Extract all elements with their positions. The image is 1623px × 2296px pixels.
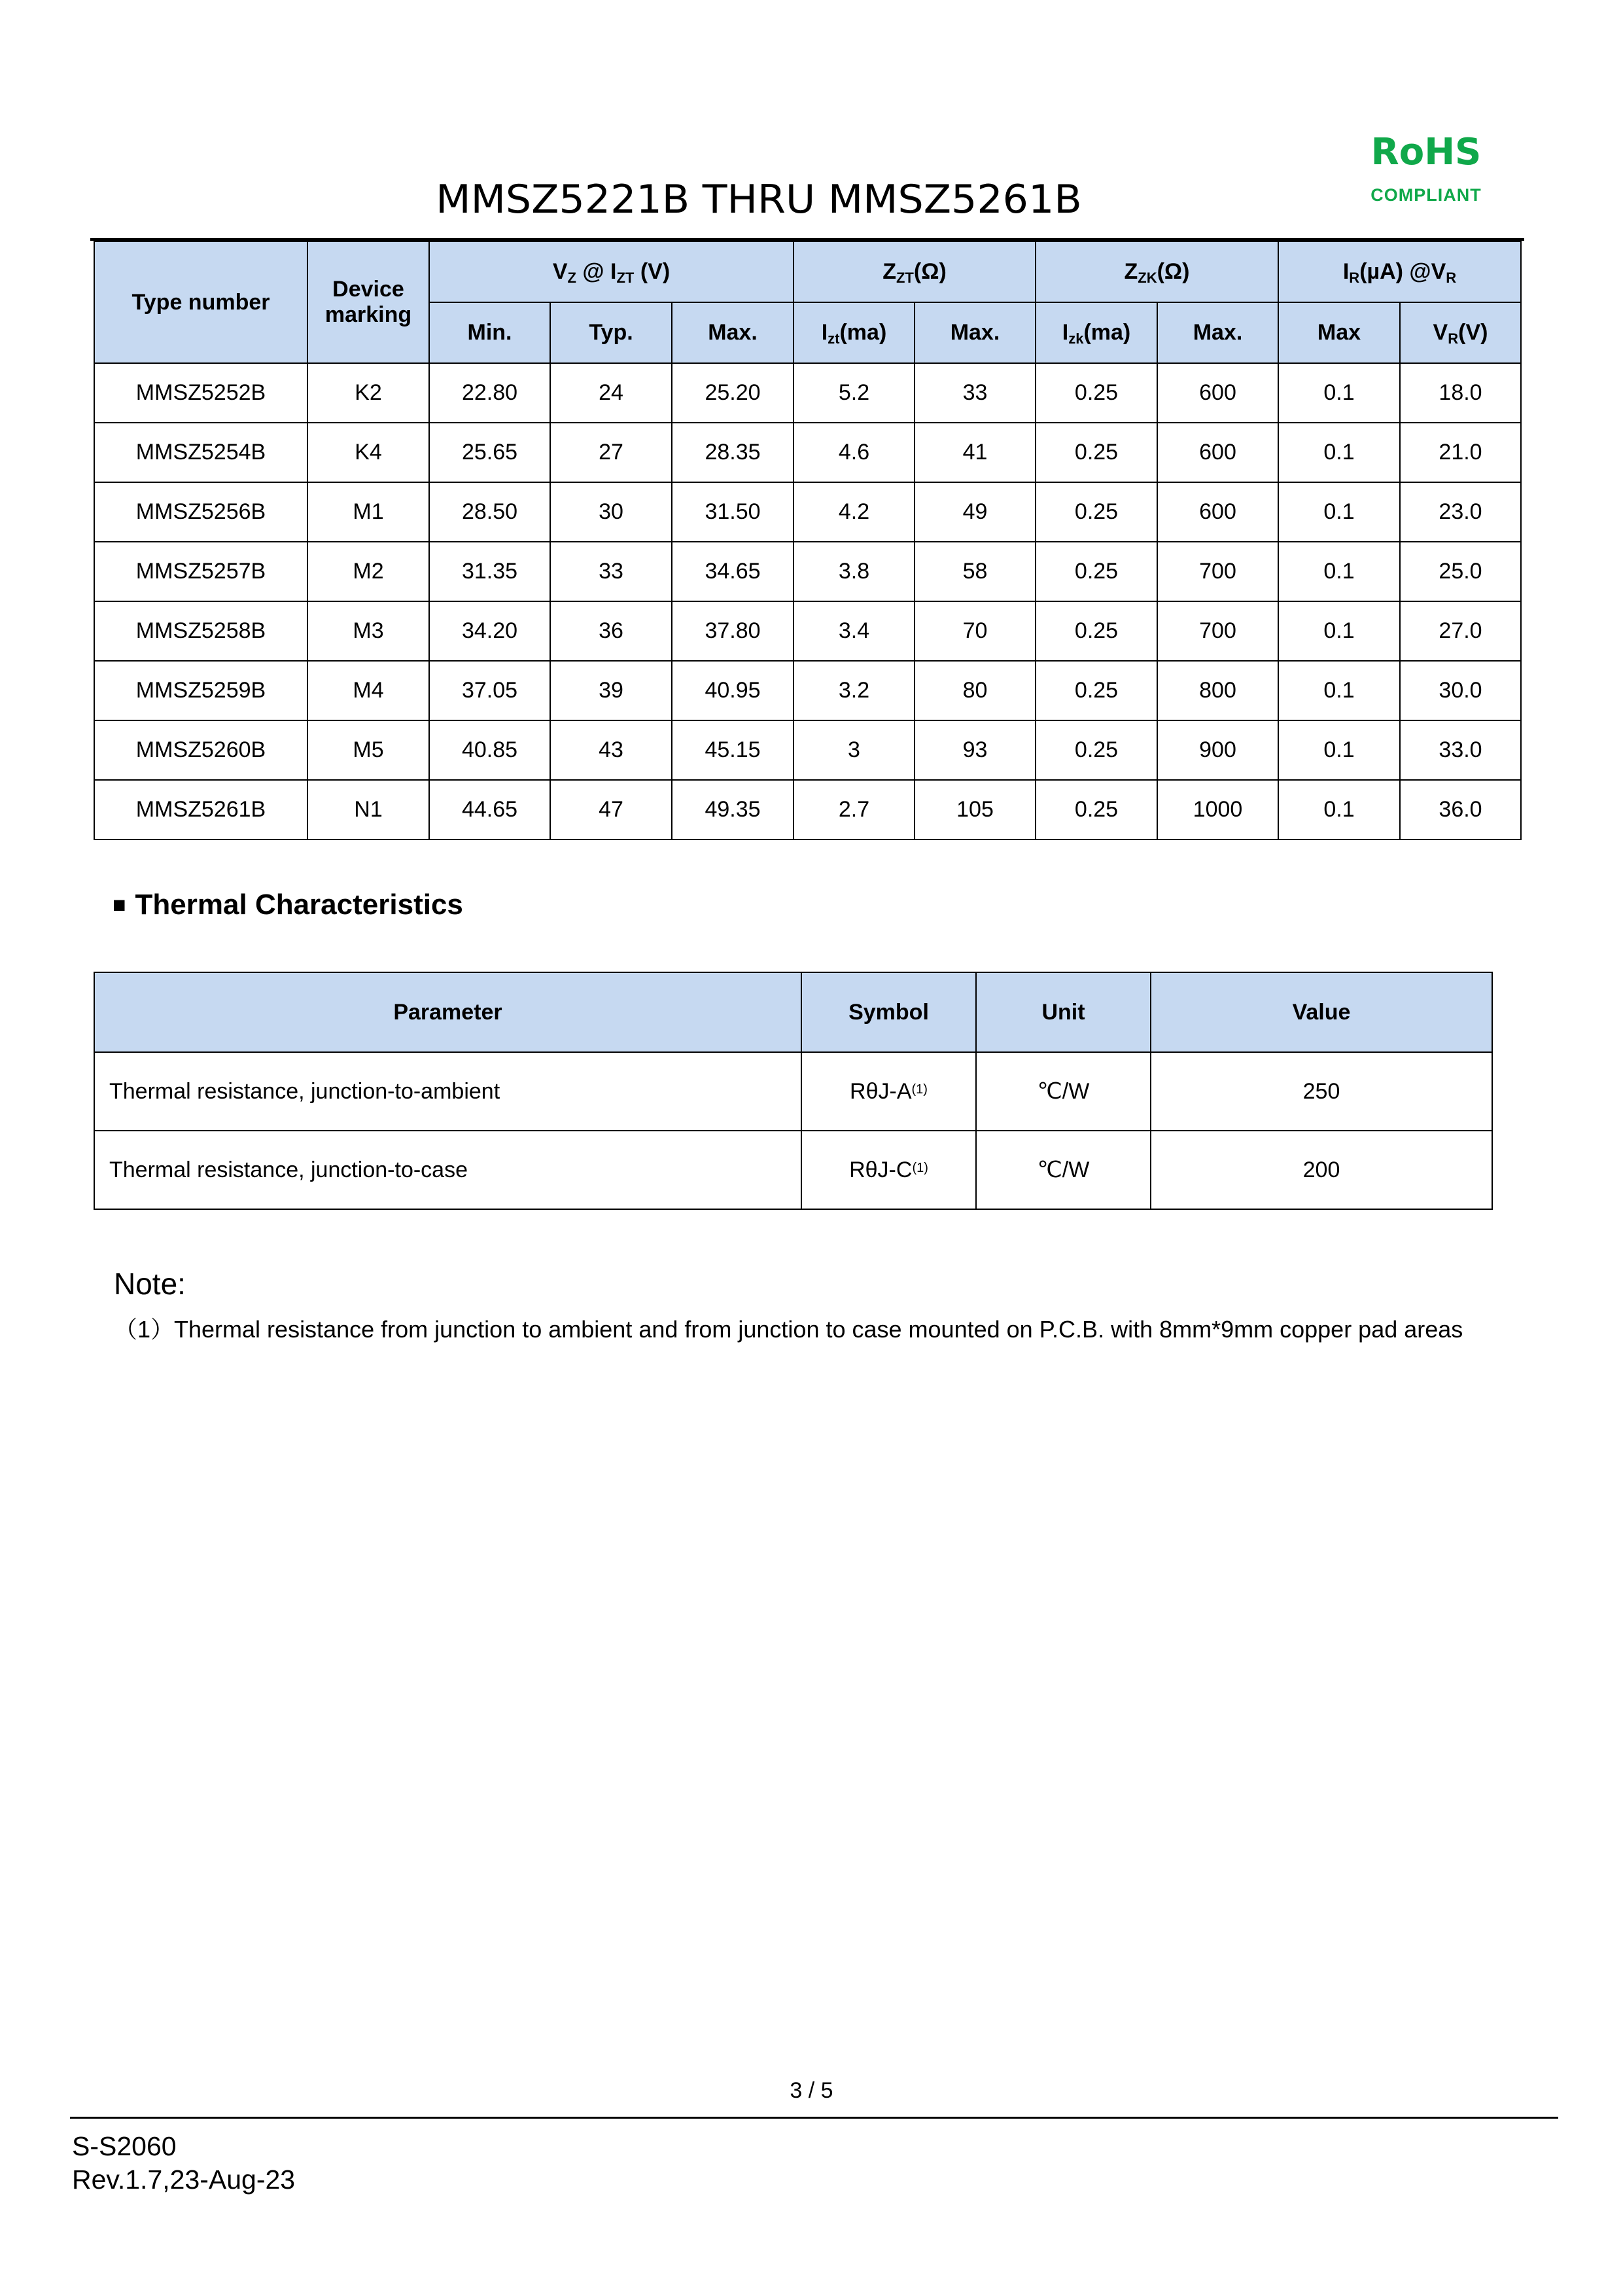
value-cell: 3.4 (794, 601, 915, 661)
table-row (94, 720, 1521, 780)
section-bullet: ■ (113, 892, 126, 917)
value-cell: 3 (794, 720, 915, 780)
type-number-cell: MMSZ5258B (94, 601, 307, 661)
value-cell: 0.1 (1278, 601, 1400, 661)
footer-divider (70, 2117, 1558, 2119)
header-unit: Unit (976, 972, 1151, 1052)
marking-cell: M4 (307, 661, 429, 720)
table-row (94, 363, 1521, 423)
value-cell: 22.80 (429, 363, 550, 423)
value-cell: 2.7 (794, 780, 915, 839)
value-cell: 30.0 (1400, 661, 1521, 720)
header-zzk-group: $Z_{ZK}(\Omega)$ (1036, 241, 1278, 302)
value-cell: 0.1 (1278, 720, 1400, 780)
section-title: Thermal Characteristics (135, 889, 463, 921)
value-cell: 0.25 (1036, 542, 1157, 601)
marking-cell: K2 (307, 363, 429, 423)
value-cell: 40.95 (672, 661, 794, 720)
table-row (94, 482, 1521, 542)
value-cell: 28.35 (672, 423, 794, 482)
value-cell: 25.65 (429, 423, 550, 482)
marking-cell: M2 (307, 542, 429, 601)
section-heading (113, 889, 463, 921)
value-cell: 28.50 (429, 482, 550, 542)
value-cell: 600 (1157, 363, 1278, 423)
value-cell: 0.1 (1278, 661, 1400, 720)
value-cell: 0.1 (1278, 542, 1400, 601)
note-title: Note: (114, 1267, 186, 1301)
value-cell: 700 (1157, 601, 1278, 661)
value-cell: 37.05 (429, 661, 550, 720)
type-number-cell: MMSZ5259B (94, 661, 307, 720)
header-type-number: Type number (94, 241, 307, 363)
header-izk: $I_{zk}(ma)$ (1036, 302, 1157, 363)
value-cell: 800 (1157, 661, 1278, 720)
parameter-cell: Thermal resistance, junction-to-case (94, 1131, 801, 1209)
symbol-cell: RθJ-$A^{(1)}$ (801, 1052, 976, 1131)
value-cell: 0.25 (1036, 423, 1157, 482)
value-cell: 0.25 (1036, 363, 1157, 423)
symbol-cell: RθJ-$C^{(1)}$ (801, 1131, 976, 1209)
header-value: Value (1151, 972, 1492, 1052)
header-ir-max: Max (1278, 302, 1400, 363)
value-cell: 49.35 (672, 780, 794, 839)
value-cell: 24 (550, 363, 672, 423)
value-cell: 93 (915, 720, 1036, 780)
value-cell: 25.20 (672, 363, 794, 423)
value-cell: 0.25 (1036, 720, 1157, 780)
value-cell: 0.25 (1036, 661, 1157, 720)
value-cell: 4.6 (794, 423, 915, 482)
marking-cell: K4 (307, 423, 429, 482)
value-cell: 25.0 (1400, 542, 1521, 601)
page-number: 3 / 5 (790, 2078, 833, 2103)
value-cell: 1000 (1157, 780, 1278, 839)
type-number-cell: MMSZ5260B (94, 720, 307, 780)
thermal-characteristics-table (94, 972, 1493, 1210)
type-number-cell: MMSZ5252B (94, 363, 307, 423)
header-vz-group: $V_Z$ @ $I_{ZT}$ (V) (429, 241, 794, 302)
value-cell: 600 (1157, 423, 1278, 482)
table-row (94, 661, 1521, 720)
table-row (94, 601, 1521, 661)
value-cell: 36 (550, 601, 672, 661)
electrical-characteristics-table (94, 241, 1522, 840)
value-cell: 23.0 (1400, 482, 1521, 542)
note-text: （1）Thermal resistance from junction to ambient and from junction to case mounted on P.C.B. with 8mm*9mm copper pad areas (114, 1316, 1463, 1343)
value-cell: 70 (915, 601, 1036, 661)
footer (72, 2130, 295, 2197)
value-cell: 40.85 (429, 720, 550, 780)
value-cell: 0.1 (1278, 482, 1400, 542)
type-number-cell: MMSZ5261B (94, 780, 307, 839)
value-cell: 200 (1151, 1131, 1492, 1209)
header-vz-typ: Typ. (550, 302, 672, 363)
value-cell: 31.50 (672, 482, 794, 542)
type-number-cell: MMSZ5254B (94, 423, 307, 482)
header-vr: $V_R(V)$ (1400, 302, 1521, 363)
value-cell: 900 (1157, 720, 1278, 780)
table-row (94, 1052, 1492, 1131)
unit-cell: ℃/W (976, 1052, 1151, 1131)
rohs-text: RoHS (1370, 131, 1482, 173)
value-cell: 0.25 (1036, 780, 1157, 839)
marking-cell: N1 (307, 780, 429, 839)
table-row (94, 423, 1521, 482)
header-zzt-group: $Z_{ZT}(\Omega)$ (794, 241, 1036, 302)
table-row (94, 780, 1521, 839)
type-number-cell: MMSZ5256B (94, 482, 307, 542)
value-cell: 0.1 (1278, 780, 1400, 839)
header-zzt-max: Max. (915, 302, 1036, 363)
value-cell: 31.35 (429, 542, 550, 601)
value-cell: 34.20 (429, 601, 550, 661)
value-cell: 0.1 (1278, 423, 1400, 482)
value-cell: 4.2 (794, 482, 915, 542)
header-izt: $I_{zt}(ma)$ (794, 302, 915, 363)
value-cell: 37.80 (672, 601, 794, 661)
value-cell: 250 (1151, 1052, 1492, 1131)
unit-cell: ℃/W (976, 1131, 1151, 1209)
spec-table-body (94, 363, 1521, 839)
revision: Rev.1.7,23-Aug-23 (72, 2164, 296, 2195)
marking-cell: M1 (307, 482, 429, 542)
header-vz-max: Max. (672, 302, 794, 363)
value-cell: 3.8 (794, 542, 915, 601)
value-cell: 45.15 (672, 720, 794, 780)
value-cell: 33.0 (1400, 720, 1521, 780)
page-title: MMSZ5221B THRU MMSZ5261B (436, 177, 1082, 222)
value-cell: 47 (550, 780, 672, 839)
header-parameter: Parameter (94, 972, 801, 1052)
value-cell: 0.25 (1036, 482, 1157, 542)
header-symbol: Symbol (801, 972, 976, 1052)
marking-cell: M5 (307, 720, 429, 780)
value-cell: 0.25 (1036, 601, 1157, 661)
value-cell: 33 (915, 363, 1036, 423)
value-cell: 18.0 (1400, 363, 1521, 423)
value-cell: 43 (550, 720, 672, 780)
value-cell: 27 (550, 423, 672, 482)
rohs-compliant-text: COMPLIANT (1370, 185, 1482, 205)
header-vz-min: Min. (429, 302, 550, 363)
value-cell: 41 (915, 423, 1036, 482)
document-id: S-S2060 (72, 2131, 177, 2161)
header-device-marking: Device marking (307, 241, 429, 363)
value-cell: 21.0 (1400, 423, 1521, 482)
type-number-cell: MMSZ5257B (94, 542, 307, 601)
header-ir-group: $I_R(\mu A)$ $@V_R$ (1278, 241, 1521, 302)
table-row (94, 1131, 1492, 1209)
value-cell: 49 (915, 482, 1036, 542)
parameter-cell: Thermal resistance, junction-to-ambient (94, 1052, 801, 1131)
value-cell: 5.2 (794, 363, 915, 423)
value-cell: 0.1 (1278, 363, 1400, 423)
table-row (94, 542, 1521, 601)
value-cell: 700 (1157, 542, 1278, 601)
value-cell: 600 (1157, 482, 1278, 542)
rohs-logo (1348, 131, 1505, 205)
value-cell: 80 (915, 661, 1036, 720)
value-cell: 3.2 (794, 661, 915, 720)
value-cell: 105 (915, 780, 1036, 839)
marking-cell: M3 (307, 601, 429, 661)
value-cell: 36.0 (1400, 780, 1521, 839)
value-cell: 30 (550, 482, 672, 542)
value-cell: 58 (915, 542, 1036, 601)
value-cell: 44.65 (429, 780, 550, 839)
value-cell: 33 (550, 542, 672, 601)
value-cell: 39 (550, 661, 672, 720)
header-zzk-max: Max. (1157, 302, 1278, 363)
value-cell: 34.65 (672, 542, 794, 601)
value-cell: 27.0 (1400, 601, 1521, 661)
